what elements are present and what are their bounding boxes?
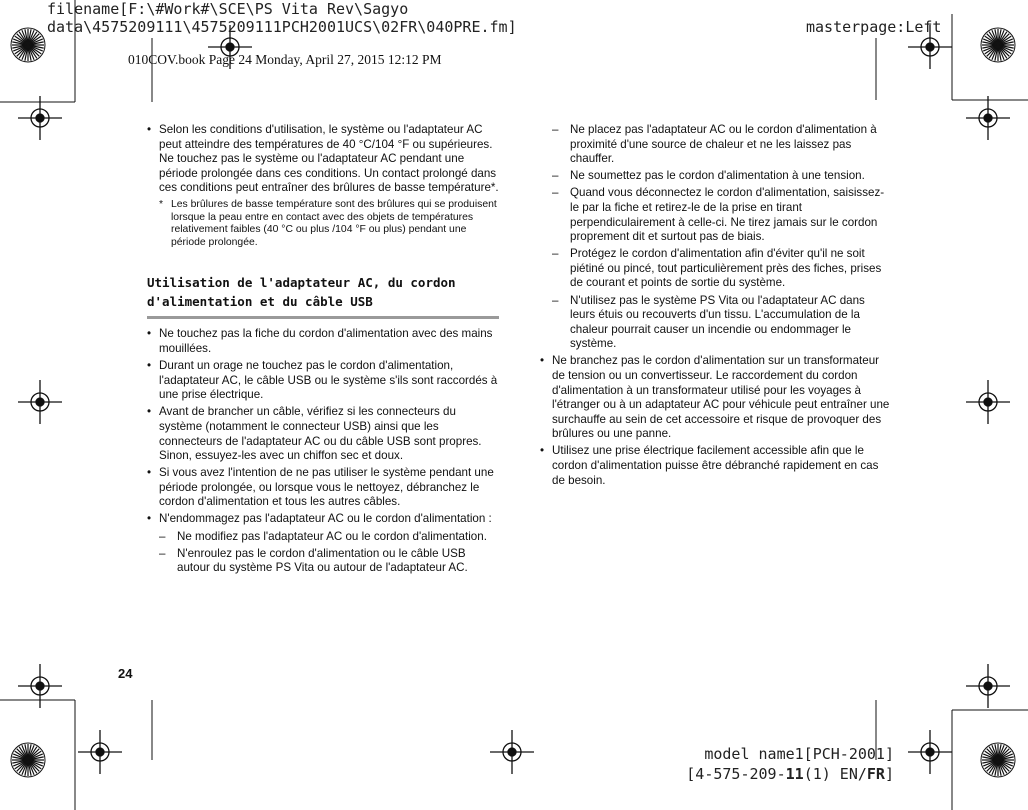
model-name-line: model name1[PCH-2001] — [704, 745, 894, 763]
filename-line-1: filename[F:\#Work#\SCE\PS Vita Rev\Sagyo — [47, 0, 409, 18]
footnote: * Les brûlures de basse température sont des brûlures qui se produisent lorsque la peau entre en contact avec des objets de températures relativement faibles (40 °C ou plus /104 °F ou plus) pendant une période prolongée. — [147, 199, 499, 249]
list-item: • N'endommagez pas l'adaptateur AC ou le cordon d'alimentation : — [147, 512, 499, 527]
list-item: • Ne branchez pas le cordon d'alimentation sur un transformateur de tension ou un convertisseur. Le raccordement du cordon d'alimentation à un transformateur utilisé pour les voyages à l'étranger ou à un adaptateur AC pour véhicule peut entraîner une surchauffe au sein de cet accessoire et risque de provoquer des brûlures ou une panne. — [540, 354, 892, 442]
left-column — [147, 123, 499, 578]
sub-list-item: – Ne modifiez pas l'adaptateur AC ou le cordon d'alimentation. — [159, 530, 499, 545]
book-info-line: 010COV.book Page 24 Monday, April 27, 2015 12:12 PM — [128, 52, 442, 67]
sub-list-item: – Ne placez pas l'adaptateur AC ou le cordon d'alimentation à proximité d'une source de chaleur et ne les laissez pas chauffer. — [552, 123, 892, 167]
filename-line-2: data\4575209111\4575209111PCH2001UCS\02FR\040PRE.fm] — [47, 18, 517, 36]
list-item: • Durant un orage ne touchez pas le cordon d'alimentation, l'adaptateur AC, le câble USB ou le système s'ils sont raccordés à une prise électrique. — [147, 359, 499, 403]
section-title: Utilisation de l'adaptateur AC, du cordon d'alimentation et du câble USB — [147, 273, 499, 319]
list-item: • Ne touchez pas la fiche du cordon d'alimentation avec des mains mouillées. — [147, 327, 499, 356]
sub-list-item: – Protégez le cordon d'alimentation afin d'éviter qu'il ne soit piétiné ou pincé, tout particulièrement près des fiches, prises de courant et points de sortie du système. — [552, 247, 892, 291]
list-item: • Selon les conditions d'utilisation, le système ou l'adaptateur AC peut atteindre des températures de 40 °C/104 °F ou supérieures. Ne touchez pas le système ou l'adaptateur AC pendant une période prolongée dans ces conditions. Un contact prolongé dans ces conditions peut entraîner des brûlures de basse température*. — [147, 123, 499, 196]
list-item: • Utilisez une prise électrique facilement accessible afin que le cordon d'alimentation puisse être débranché rapidement en cas de besoin. — [540, 444, 892, 488]
sub-list-item: – Quand vous déconnectez le cordon d'alimentation, saisissez-le par la fiche et retirez-le de la prise en tirant perpendiculairement à celle-ci. Ne tirez jamais sur le cordon proprement dit et surtout pas de biais. — [552, 186, 892, 244]
masterpage-label: masterpage:Left — [806, 18, 942, 36]
part-code-line: [4-575-209-11(1) EN/FR] — [686, 765, 894, 783]
filename-header — [47, 0, 517, 36]
sub-list-item: – N'enroulez pas le cordon d'alimentation ou le câble USB autour du système PS Vita ou autour de l'adaptateur AC. — [159, 547, 499, 576]
right-column — [540, 123, 892, 491]
list-item: • Avant de brancher un câble, vérifiez si les connecteurs du système (notamment le connecteur USB) ainsi que les connecteurs de l'adaptateur AC ou du câble USB sont propres. Sinon, essuyez-les avec un chiffon sec et doux. — [147, 405, 499, 463]
list-item: • Si vous avez l'intention de ne pas utiliser le système pendant une période prolongée, ou lorsque vous le nettoyez, débranchez le cordon d'alimentation et tous les autres câbles. — [147, 466, 499, 510]
sub-list-item: – N'utilisez pas le système PS Vita ou l'adaptateur AC dans leurs étuis ou recouverts d'un tissu. L'accumulation de la chaleur pourrait causer un incendie ou endommager le système. — [552, 294, 892, 352]
sub-list-item: – Ne soumettez pas le cordon d'alimentation à une tension. — [552, 169, 892, 184]
page-number: 24 — [118, 666, 133, 681]
footer-model-info — [686, 744, 894, 784]
